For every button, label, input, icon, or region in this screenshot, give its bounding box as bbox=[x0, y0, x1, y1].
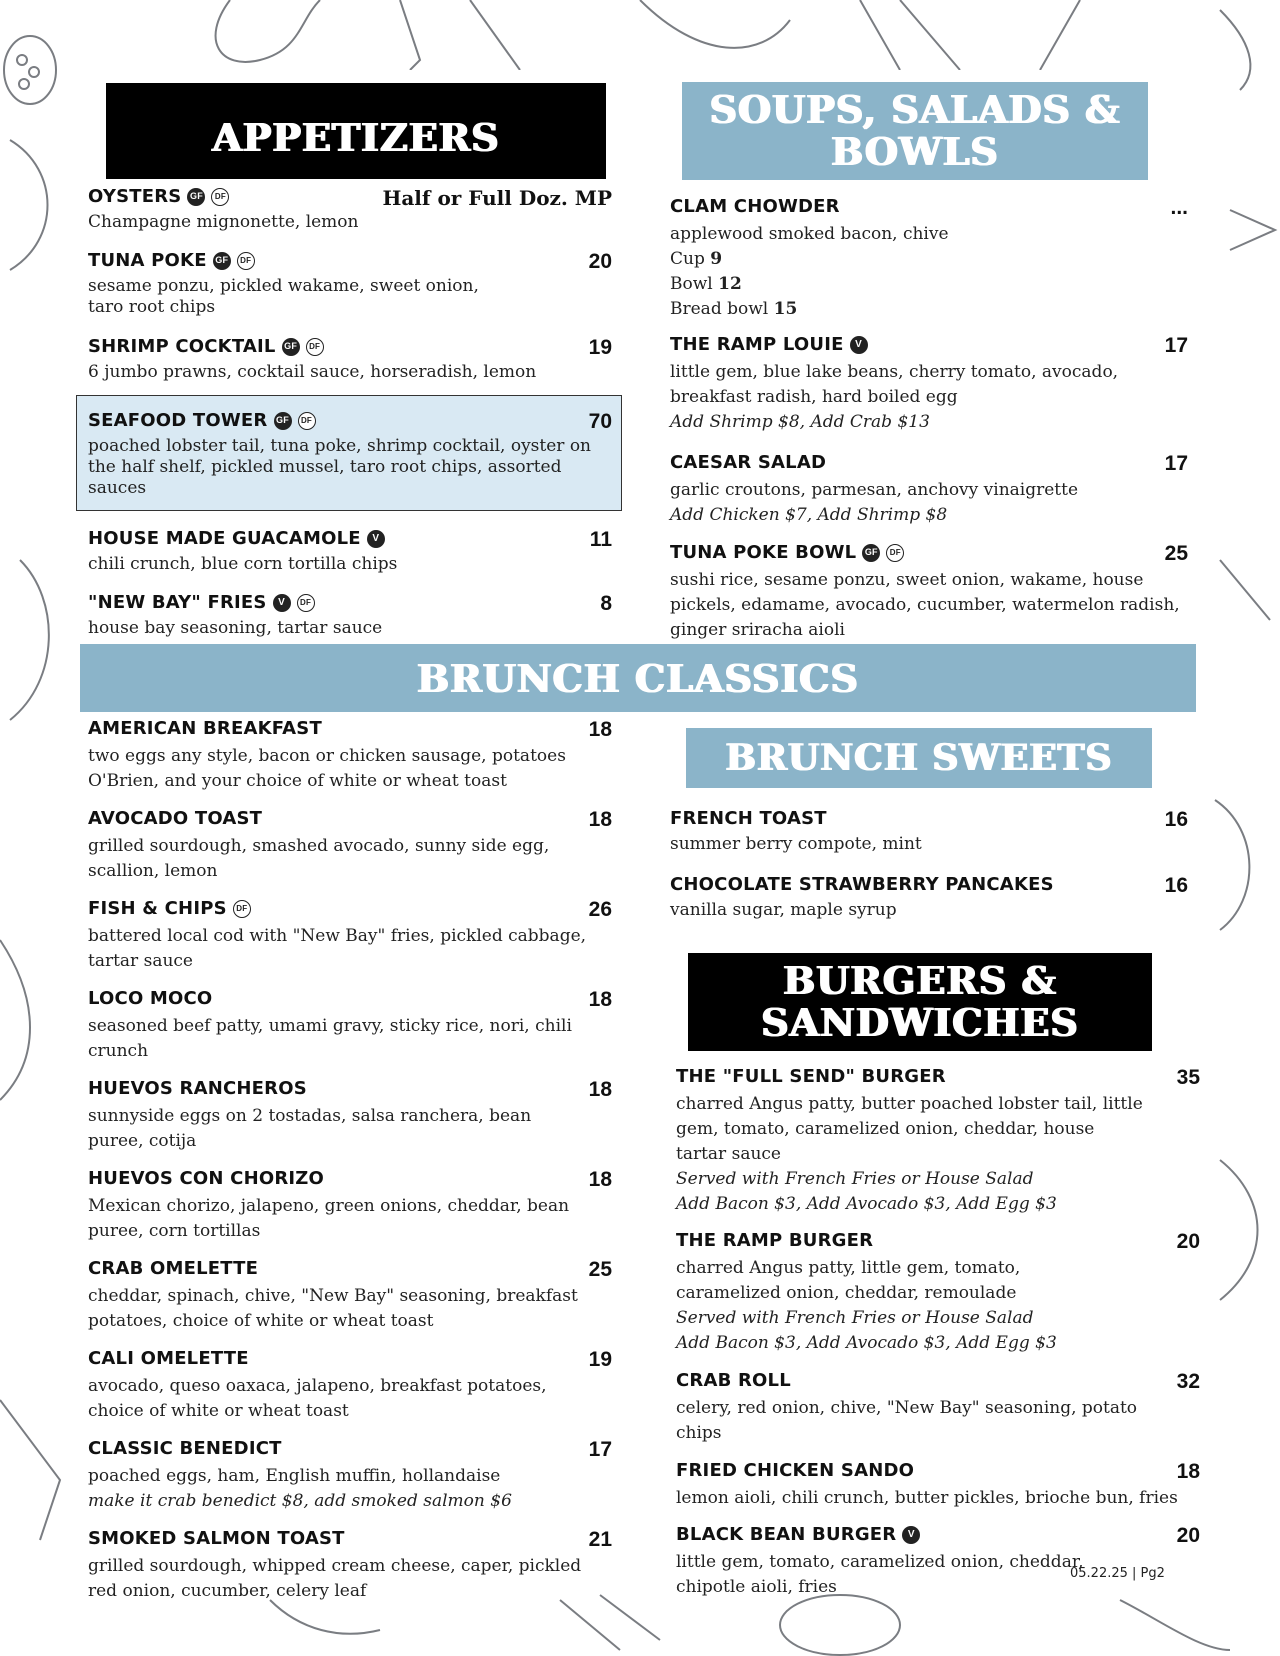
dairy-free-icon: DF bbox=[237, 252, 255, 270]
item-name: CALI OMELETTE bbox=[88, 1348, 249, 1369]
item-price: 16 bbox=[1164, 808, 1188, 831]
item-description: two eggs any style, bacon or chicken sausage, potatoes O'Brien, and your choice of white or wheat toast bbox=[88, 746, 566, 791]
menu-item-huevos-con-chorizo bbox=[88, 1168, 612, 1244]
item-price: Half or Full Doz. MP bbox=[382, 186, 612, 210]
menu-item-the-ramp-burger bbox=[676, 1230, 1200, 1356]
menu-item-smoked-salmon-toast bbox=[88, 1528, 612, 1604]
soups-title-line2: BOWLS bbox=[831, 129, 999, 174]
soups-title-line1: SOUPS, SALADS & bbox=[709, 87, 1121, 132]
item-price: 70 bbox=[588, 410, 612, 433]
item-description: summer berry compote, mint bbox=[670, 834, 922, 854]
item-name: SHRIMP COCKTAIL bbox=[88, 336, 276, 357]
item-name: FRENCH TOAST bbox=[670, 808, 827, 829]
burgers-sandwiches-header bbox=[688, 953, 1152, 1051]
vegetarian-icon: V bbox=[902, 1526, 920, 1544]
menu-item-fried-chicken-sando bbox=[676, 1460, 1200, 1511]
item-name: AVOCADO TOAST bbox=[88, 808, 263, 829]
menu-item-huevos-rancheros bbox=[88, 1078, 612, 1154]
item-description: lemon aioli, chili crunch, butter pickles, brioche bun, fries bbox=[676, 1488, 1178, 1508]
item-addon-note: Add Shrimp $8, Add Crab $13 bbox=[670, 412, 930, 432]
dairy-free-icon: DF bbox=[886, 544, 904, 562]
gluten-free-icon: GF bbox=[862, 544, 880, 562]
dairy-free-icon: DF bbox=[233, 900, 251, 918]
item-addon-note: make it crab benedict $8, add smoked salmon $6 bbox=[88, 1491, 512, 1511]
item-description: sushi rice, sesame ponzu, sweet onion, wakame, house pickels, edamame, avocado, cucumber, watermelon radish, ginger sriracha aioli bbox=[670, 570, 1180, 640]
menu-item-cali-omelette bbox=[88, 1348, 612, 1424]
left-column bbox=[88, 0, 612, 1656]
item-side-note: Served with French Fries or House Salad bbox=[676, 1308, 1034, 1328]
item-description: sunnyside eggs on 2 tostadas, salsa ranchera, bean puree, cotija bbox=[88, 1106, 532, 1151]
menu-item-chocolate-strawberry-pancakes bbox=[670, 874, 1188, 921]
item-description: charred Angus patty, little gem, tomato, caramelized onion, cheddar, remoulade bbox=[676, 1258, 1021, 1303]
dairy-free-icon: DF bbox=[298, 412, 316, 430]
menu-item-french-toast bbox=[670, 808, 1188, 855]
item-price: 20 bbox=[588, 250, 612, 273]
menu-item-black-bean-burger bbox=[676, 1524, 1200, 1600]
item-name: CAESAR SALAD bbox=[670, 452, 827, 473]
menu-item-oysters bbox=[88, 186, 612, 233]
item-description: vanilla sugar, maple syrup bbox=[670, 900, 897, 920]
item-price: 26 bbox=[588, 898, 612, 921]
menu-item-house-made-guacamole bbox=[88, 528, 612, 575]
dairy-free-icon: DF bbox=[306, 338, 324, 356]
gluten-free-icon: GF bbox=[282, 338, 300, 356]
item-price: 8 bbox=[600, 592, 612, 615]
item-description: chili crunch, blue corn tortilla chips bbox=[88, 554, 398, 574]
item-description: house bay seasoning, tartar sauce bbox=[88, 618, 383, 638]
item-price: 11 bbox=[589, 528, 612, 551]
brunch-sweets-title: BRUNCH SWEETS bbox=[725, 737, 1113, 779]
item-price: 20 bbox=[1176, 1524, 1200, 1547]
item-name: FRIED CHICKEN SANDO bbox=[676, 1460, 915, 1481]
size-price: 12 bbox=[718, 274, 742, 294]
item-addon-note: Add Chicken $7, Add Shrimp $8 bbox=[670, 505, 948, 525]
item-description: garlic croutons, parmesan, anchovy vinaigrette bbox=[670, 480, 1079, 500]
item-price: 20 bbox=[1176, 1230, 1200, 1253]
brunch-sweets-header bbox=[686, 728, 1152, 788]
vegetarian-icon: V bbox=[273, 594, 291, 612]
item-name: "NEW BAY" FRIES bbox=[88, 592, 267, 613]
menu-item-clam-chowder bbox=[670, 196, 1188, 322]
menu-item-fish-and-chips bbox=[88, 898, 612, 974]
item-description: seasoned beef patty, umami gravy, sticky rice, nori, chili crunch bbox=[88, 1016, 572, 1061]
item-name: CRAB ROLL bbox=[676, 1370, 791, 1391]
item-price: 18 bbox=[1176, 1460, 1200, 1483]
item-description: battered local cod with "New Bay" fries, pickled cabbage, tartar sauce bbox=[88, 926, 587, 971]
item-description: cheddar, spinach, chive, "New Bay" seasoning, breakfast potatoes, choice of white or wheat toast bbox=[88, 1286, 578, 1331]
item-price: 17 bbox=[1164, 334, 1188, 357]
item-description: avocado, queso oaxaca, jalapeno, breakfast potatoes, choice of white or wheat toast bbox=[88, 1376, 547, 1421]
item-name: AMERICAN BREAKFAST bbox=[88, 718, 322, 739]
item-name: OYSTERS bbox=[88, 186, 182, 207]
item-description: applewood smoked bacon, chive bbox=[670, 224, 949, 244]
appetizers-title: APPETIZERS bbox=[212, 114, 500, 160]
menu-item-caesar-salad bbox=[670, 452, 1188, 528]
item-price: 18 bbox=[588, 718, 612, 741]
brunch-classics-title: BRUNCH CLASSICS bbox=[417, 655, 859, 701]
item-description: Champagne mignonette, lemon bbox=[88, 212, 359, 232]
size-label: Bowl bbox=[670, 274, 713, 294]
menu-item-tuna-poke-bowl bbox=[670, 542, 1188, 643]
vegetarian-icon: V bbox=[850, 336, 868, 354]
size-price: 15 bbox=[773, 299, 798, 319]
item-description: celery, red onion, chive, "New Bay" seasoning, potato chips bbox=[676, 1398, 1138, 1443]
item-price: 18 bbox=[588, 808, 612, 831]
size-option-cup bbox=[670, 247, 1188, 272]
menu-item-seafood-tower bbox=[88, 410, 612, 499]
item-price: 35 bbox=[1176, 1066, 1200, 1089]
item-description: poached eggs, ham, English muffin, hollandaise bbox=[88, 1466, 501, 1486]
menu-item-crab-omelette bbox=[88, 1258, 612, 1334]
item-price: 18 bbox=[588, 1168, 612, 1191]
menu-item-full-send-burger bbox=[676, 1066, 1200, 1217]
gluten-free-icon: GF bbox=[274, 412, 292, 430]
item-name: SEAFOOD TOWER bbox=[88, 410, 268, 431]
item-price: 19 bbox=[588, 336, 612, 359]
item-description: 6 jumbo prawns, cocktail sauce, horseradish, lemon bbox=[88, 362, 537, 382]
size-option-bowl bbox=[670, 272, 1188, 297]
gluten-free-icon: GF bbox=[213, 252, 231, 270]
item-name: TUNA POKE BOWL bbox=[670, 542, 857, 563]
vegetarian-icon: V bbox=[367, 530, 385, 548]
menu-item-american-breakfast bbox=[88, 718, 612, 794]
menu-item-tuna-poke bbox=[88, 250, 612, 318]
item-addon-note: Add Bacon $3, Add Avocado $3, Add Egg $3 bbox=[676, 1194, 1057, 1214]
size-label: Bread bowl bbox=[670, 299, 769, 319]
item-price: 17 bbox=[1164, 452, 1188, 475]
size-label: Cup bbox=[670, 249, 705, 269]
item-price: 17 bbox=[588, 1438, 612, 1461]
item-price: 32 bbox=[1176, 1370, 1200, 1393]
item-name: FISH & CHIPS bbox=[88, 898, 227, 919]
item-name: CLASSIC BENEDICT bbox=[88, 1438, 282, 1459]
item-description: sesame ponzu, pickled wakame, sweet onion, taro root chips bbox=[88, 276, 479, 317]
soups-salads-bowls-header bbox=[682, 82, 1148, 180]
item-price: 25 bbox=[588, 1258, 612, 1281]
more-options-icon: ... bbox=[1170, 196, 1188, 219]
menu-item-loco-moco bbox=[88, 988, 612, 1064]
item-description: grilled sourdough, smashed avocado, sunny side egg, scallion, lemon bbox=[88, 836, 550, 881]
menu-item-shrimp-cocktail bbox=[88, 336, 612, 383]
item-name: TUNA POKE bbox=[88, 250, 207, 271]
menu-item-avocado-toast bbox=[88, 808, 612, 884]
item-name: HUEVOS RANCHEROS bbox=[88, 1078, 307, 1099]
burgers-title-line2: SANDWICHES bbox=[761, 1000, 1079, 1045]
right-column bbox=[670, 0, 1200, 1656]
item-price: 16 bbox=[1164, 874, 1188, 897]
item-name: THE "FULL SEND" BURGER bbox=[676, 1066, 946, 1087]
item-price: 21 bbox=[588, 1528, 612, 1551]
date-page-stamp: 05.22.25 | Pg2 bbox=[1070, 1566, 1165, 1581]
item-name: THE RAMP BURGER bbox=[676, 1230, 874, 1251]
item-name: HOUSE MADE GUACAMOLE bbox=[88, 528, 361, 549]
item-price: 25 bbox=[1164, 542, 1188, 565]
item-description: charred Angus patty, butter poached lobster tail, little gem, tomato, caramelized onion, cheddar, house tartar sauce bbox=[676, 1094, 1143, 1164]
item-description: little gem, blue lake beans, cherry tomato, avocado, breakfast radish, hard boiled egg bbox=[670, 362, 1119, 407]
item-description: grilled sourdough, whipped cream cheese, caper, pickled red onion, cucumber, celery leaf bbox=[88, 1556, 582, 1601]
item-name: THE RAMP LOUIE bbox=[670, 334, 844, 355]
item-name: SMOKED SALMON TOAST bbox=[88, 1528, 345, 1549]
menu-item-classic-benedict bbox=[88, 1438, 612, 1514]
item-price: 19 bbox=[588, 1348, 612, 1371]
item-name: CLAM CHOWDER bbox=[670, 196, 840, 217]
gluten-free-icon: GF bbox=[187, 188, 205, 206]
item-addon-note: Add Bacon $3, Add Avocado $3, Add Egg $3 bbox=[676, 1333, 1057, 1353]
item-price: 18 bbox=[588, 988, 612, 1011]
item-description: poached lobster tail, tuna poke, shrimp cocktail, oyster on the half shelf, pickled mussel, taro root chips, assorted sauces bbox=[88, 436, 592, 498]
item-name: HUEVOS CON CHORIZO bbox=[88, 1168, 325, 1189]
item-name: BLACK BEAN BURGER bbox=[676, 1524, 897, 1545]
item-name: LOCO MOCO bbox=[88, 988, 213, 1009]
item-price: 18 bbox=[588, 1078, 612, 1101]
item-description: little gem, tomato, caramelized onion, cheddar, chipotle aioli, fries bbox=[676, 1552, 1084, 1597]
brunch-classics-header bbox=[80, 644, 1196, 712]
burgers-title-line1: BURGERS & bbox=[783, 958, 1057, 1003]
menu-item-the-ramp-louie bbox=[670, 334, 1188, 435]
item-name: CRAB OMELETTE bbox=[88, 1258, 259, 1279]
dairy-free-icon: DF bbox=[211, 188, 229, 206]
size-option-bread-bowl bbox=[670, 297, 1188, 322]
item-name: CHOCOLATE STRAWBERRY PANCAKES bbox=[670, 874, 1054, 895]
menu-item-new-bay-fries bbox=[88, 592, 612, 639]
item-side-note: Served with French Fries or House Salad bbox=[676, 1169, 1034, 1189]
item-description: Mexican chorizo, jalapeno, green onions, cheddar, bean puree, corn tortillas bbox=[88, 1196, 570, 1241]
size-price: 9 bbox=[710, 249, 723, 269]
menu-item-crab-roll bbox=[676, 1370, 1200, 1446]
appetizers-header bbox=[106, 83, 606, 179]
dairy-free-icon: DF bbox=[297, 594, 315, 612]
